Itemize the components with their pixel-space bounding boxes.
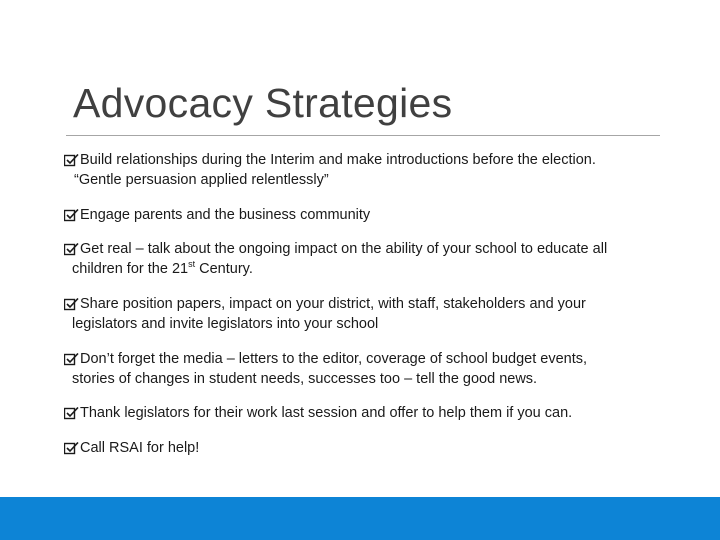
bullet-text: Call RSAI for help! xyxy=(80,440,200,456)
list-item xyxy=(62,150,596,190)
bullet-text: Share position papers, impact on your district, with staff, stakeholders and your xyxy=(80,296,586,312)
superscript-text: st xyxy=(188,259,196,270)
bullet-text-continued: legislators and invite legislators into your school xyxy=(72,316,379,332)
checkbox-bullet-icon xyxy=(64,209,79,222)
checkbox-bullet-icon xyxy=(64,407,79,420)
list-item xyxy=(62,349,587,389)
checkbox-bullet-icon xyxy=(64,442,79,455)
bullet-text-continued: “Gentle persuasion applied relentlessly” xyxy=(74,172,329,188)
list-item xyxy=(62,403,572,423)
list-item xyxy=(62,205,370,225)
bullet-text: Don’t forget the media – letters to the editor, coverage of school budget events, xyxy=(80,351,588,367)
checkbox-bullet-icon xyxy=(64,154,79,167)
footer-accent-bar xyxy=(0,497,720,540)
list-item xyxy=(62,438,199,458)
bullet-text: Get real – talk about the ongoing impact on the ability of your school to educate all xyxy=(80,241,608,257)
title-divider xyxy=(66,135,660,136)
bullet-text: Engage parents and the business community xyxy=(80,207,371,223)
slide-title: Advocacy Strategies xyxy=(73,80,453,126)
checkbox-bullet-icon xyxy=(64,353,79,366)
bullet-text-part: children for the 21 xyxy=(72,261,189,277)
bullet-text: Build relationships during the Interim and make introductions before the election. xyxy=(80,152,596,168)
list-item xyxy=(62,294,586,334)
list-item xyxy=(62,239,607,279)
bullet-text-continued xyxy=(72,259,607,279)
bullet-text-continued: stories of changes in student needs, successes too – tell the good news. xyxy=(72,371,538,387)
checkbox-bullet-icon xyxy=(64,298,79,311)
checkbox-bullet-icon xyxy=(64,243,79,256)
bullet-text-part: Century. xyxy=(195,261,253,277)
bullet-text: Thank legislators for their work last session and offer to help them if you can. xyxy=(80,405,573,421)
